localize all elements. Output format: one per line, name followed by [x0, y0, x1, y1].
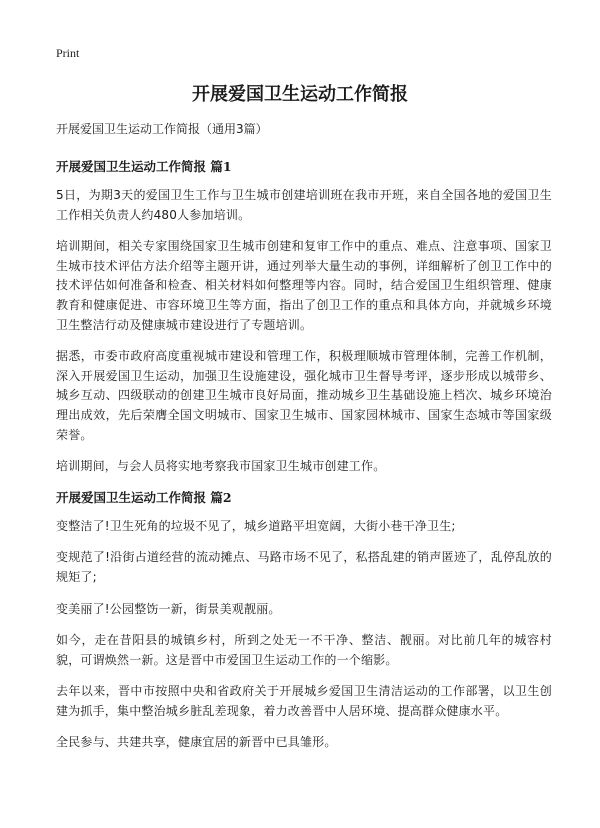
paragraph: 培训期间，相关专家围绕国家卫生城市创建和复审工作中的重点、难点、注意事项、国家卫生城市技术评估方法介绍等主题开讲，通过列举大量生动的事例，详细解析了创卫工作中的技术评估如何准备和检查、相关材料如何整理等内容。同时，结合爱国卫生组织管理、健康教育和健康促进、市容环境卫生等方面，指出了创卫工作的重点和具体方向，并就城乡环境卫生整洁行动及健康城市建设进行了专题培训。 [56, 239, 552, 332]
section-heading-1: 开展爱国卫生运动工作简报 篇1 [56, 159, 232, 174]
paragraph: 培训期间，与会人员将实地考察我市国家卫生城市创建工作。 [56, 459, 386, 474]
paragraph: 全民参与、共建共享，健康宜居的新晋中已具雏形。 [56, 735, 337, 750]
paragraph: 如今，走在昔阳县的城镇乡村，所到之处无一不干净、整洁、靓丽。对比前几年的城容村貌，可谓焕然一新。这是晋中市爱国卫生运动工作的一个缩影。 [56, 633, 552, 667]
paragraph: 5日，为期3天的爱国卫生工作与卫生城市创建培训班在我市开班，来自全国各地的爱国卫生工作相关负责人约480人参加培训。 [56, 188, 552, 222]
document-body [56, 120, 552, 765]
page-title: 开展爱国卫生运动工作简报 [192, 84, 408, 105]
document-subtitle: 开展爱国卫生运动工作简报（通用3篇） [56, 122, 268, 136]
print-link[interactable]: Print [56, 46, 80, 60]
paragraph: 去年以来，晋中市按照中央和省政府关于开展城乡爱国卫生清洁运动的工作部署，以卫生创建为抓手，集中整治城乡脏乱差现象，着力改善晋中人居环境、提高群众健康水平。 [56, 684, 552, 718]
paragraph: 据悉，市委市政府高度重视城市建设和管理工作，积极理顺城市管理体制，完善工作机制，深入开展爱国卫生运动，加强卫生设施建设，强化城市卫生督导考评，逐步形成以城带乡、城乡互动、四级联动的创建卫生城市良好局面，推动城乡卫生基础设施上档次、城乡环境治理出成效，先后荣膺全国文明城市、国家卫生城市、国家园林城市、国家生态城市等国家级荣誉。 [56, 349, 552, 442]
paragraph: 变美丽了!公园整饬一新，街景美观靓丽。 [56, 601, 281, 616]
section-heading-2: 开展爱国卫生运动工作简报 篇2 [56, 489, 232, 505]
paragraph: 变规范了!沿街占道经营的流动摊点、马路市场不见了，私搭乱建的销声匿迹了，乱停乱放的规矩了; [56, 550, 552, 584]
paragraph: 变整洁了!卫生死角的垃圾不见了，城乡道路平坦宽阔，大街小巷干净卫生; [56, 518, 456, 533]
